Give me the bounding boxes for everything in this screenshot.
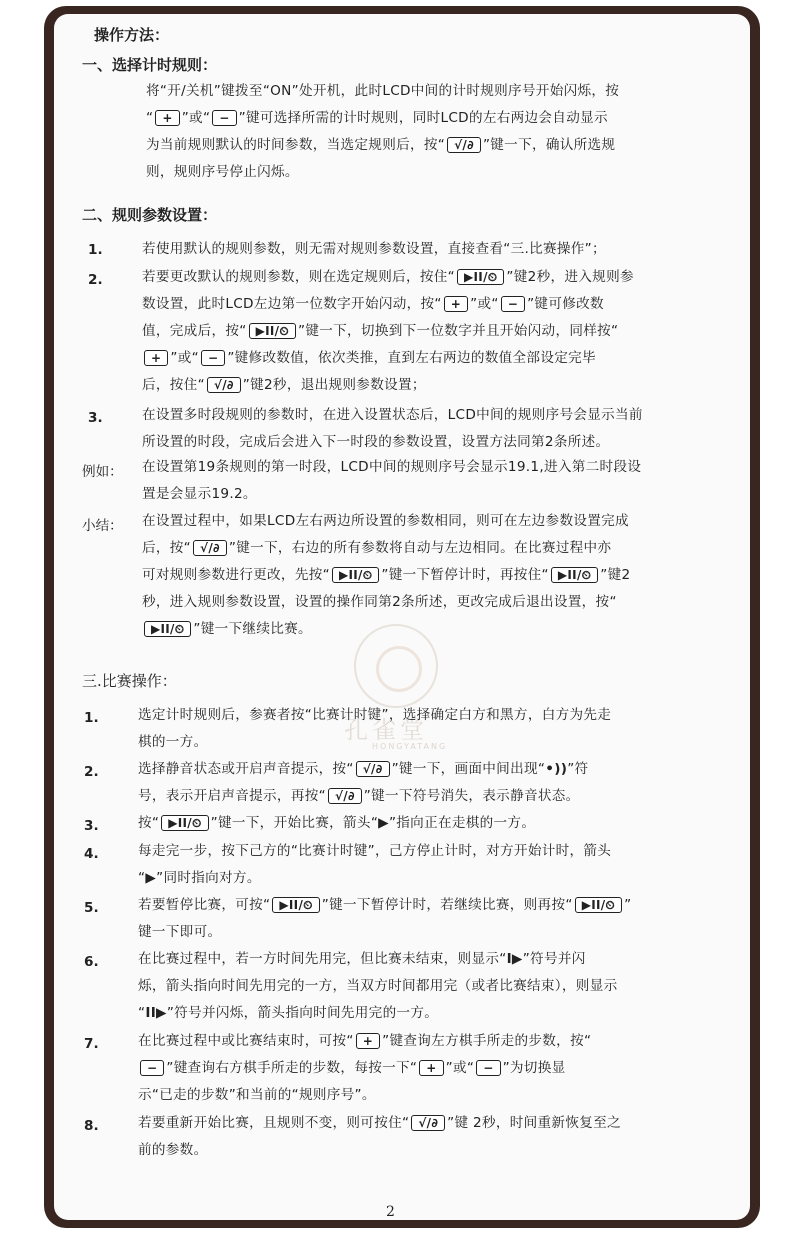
plus-key-icon: +	[356, 1033, 380, 1049]
summary-paragraph: 在设置过程中，如果LCD左右两边所设置的参数相同，则可在左边参数设置完成 后，按“ √/∂ ”键一下，右边的所有参数将自动与左边相同。在比赛过程中亦 可对规则参数进行更改，先按“ ▶II/⏲ ”键一下暂停计时，再按住“ ▶II/⏲ ”键2 秒，进入规则参数设置，设置的操作同第2条所述，更改完成后退出设置，按“ ▶II/⏲ ”键一下继续比赛。	[142, 513, 631, 637]
plus-key-icon: +	[155, 110, 179, 126]
page-title: 操作方法：	[94, 26, 170, 44]
confirm-key-icon: √/∂	[328, 788, 362, 804]
play-pause-key-icon: ▶II/⏲	[457, 269, 504, 285]
op-number: 8.	[84, 1118, 99, 1134]
op-item-5: 若要暂停比赛，可按“ ▶II/⏲ ”键一下暂停计时，若继续比赛，则再按“ ▶II/⏲ ” 键一下即可。	[138, 897, 632, 940]
page-number: 2	[386, 1204, 395, 1220]
intro-paragraph: 将“开/关机”键拨至“ON”处开机，此时LCD中间的计时规则序号开始闪烁，按 “ + ”或“ − ”键可选择所需的计时规则，同时LCD的左右两边会自动显示 为当前规则默认的时间参数，当选定规则后，按“ √/∂ ”键一下，确认所选规 则，规则序号停止闪烁。	[146, 83, 620, 180]
op-item-8: 若要重新开始比赛，且规则不变，则可按住“ √/∂ ”键 2秒，时间重新恢复至之 前的参数。	[138, 1115, 621, 1158]
play-pause-key-icon: ▶II/⏲	[272, 897, 319, 913]
plus-key-icon: +	[444, 296, 468, 312]
play-pause-key-icon: ▶II/⏲	[332, 567, 379, 583]
confirm-key-icon: √/∂	[356, 761, 390, 777]
confirm-key-icon: √/∂	[193, 540, 227, 556]
op-number: 2.	[84, 764, 99, 780]
op-number: 1.	[84, 710, 99, 726]
rule-number: 3.	[88, 410, 103, 426]
plus-key-icon: +	[419, 1060, 443, 1076]
op-item-4: 每走完一步，按下己方的“比赛计时键”，己方停止计时，对方开始计时，箭头 “▶”同时指向对方。	[138, 843, 612, 886]
document-page	[54, 14, 750, 1220]
play-pause-key-icon: ▶II/⏲	[575, 897, 622, 913]
watermark-text: 孔雀堂	[344, 716, 428, 744]
op-number: 3.	[84, 818, 99, 834]
op-number: 5.	[84, 900, 99, 916]
section-heading-1: 一、选择计时规则：	[82, 56, 218, 74]
rule-item-1: 若使用默认的规则参数，则无需对规则参数设置，直接查看“三.比赛操作”；	[142, 241, 606, 257]
op-number: 4.	[84, 846, 99, 862]
play-pause-key-icon: ▶II/⏲	[249, 323, 296, 339]
rule-item-3: 在设置多时段规则的参数时，在进入设置状态后，LCD中间的规则序号会显示当前 所设置的时段，完成后会进入下一时段的参数设置，设置方法同第2条所述。	[142, 407, 643, 450]
watermark-subtext: HONGYATANG	[372, 742, 448, 751]
op-number: 7.	[84, 1036, 99, 1052]
play-pause-key-icon: ▶II/⏲	[161, 815, 208, 831]
op-item-6: 在比赛过程中，若一方时间先用完，但比赛未结束，则显示“I▶”符号并闪 烁，箭头指向时间先用完的一方，当双方时间都用完（或者比赛结束），则显示 “II▶”符号并闪烁，箭头指向时间先用完的一方。	[138, 951, 618, 1021]
arrow-icon: ▶	[378, 815, 389, 831]
section-heading-3: 三.比赛操作：	[82, 672, 177, 690]
rule-number: 2.	[88, 272, 103, 288]
rule-item-2: 若要更改默认的规则参数，则在选定规则后，按住“ ▶II/⏲ ”键2秒，进入规则参 数设置，此时LCD左边第一位数字开始闪动，按“ + ”或“ − ”键可修改数 值，完成后，按“ ▶II/⏲ ”键一下，切换到下一位数字并且开始闪动，同样按“ + ”或“ − ”键修改数值，依次类推，直到左右两边的数值全部设定完毕 后，按住“ √/∂ ”键2秒，退出规则参数设置；	[142, 269, 634, 393]
example-label: 例如：	[82, 464, 123, 480]
op-item-2: 选择静音状态或开启声音提示，按“ √/∂ ”键一下，画面中间出现“•))”符 号，表示开启声音提示，再按“ √/∂ ”键一下符号消失，表示静音状态。	[138, 761, 589, 804]
confirm-key-icon: √/∂	[447, 137, 481, 153]
game-over-arrow-icon: II▶	[145, 1005, 167, 1021]
sound-icon: •))	[545, 761, 568, 777]
confirm-key-icon: √/∂	[411, 1115, 445, 1131]
minus-key-icon: −	[201, 350, 225, 366]
summary-label: 小结：	[82, 518, 123, 534]
minus-key-icon: −	[476, 1060, 500, 1076]
section-heading-2: 二、规则参数设置：	[82, 206, 218, 224]
op-item-7: 在比赛过程中或比赛结束时，可按“ + ”键查询左方棋手所走的步数，按“ − ”键查询右方棋手所走的步数，每按一下“ + ”或“ − ”为切换显 示“已走的步数”和当前的“规则序号”。	[138, 1033, 592, 1103]
play-pause-key-icon: ▶II/⏲	[144, 621, 191, 637]
op-item-3: 按“ ▶II/⏲ ”键一下，开始比赛，箭头“▶”指向正在走棋的一方。	[138, 815, 536, 831]
play-pause-key-icon: ▶II/⏲	[551, 567, 598, 583]
op-number: 6.	[84, 954, 99, 970]
watermark-logo-icon	[354, 624, 438, 708]
timeout-arrow-icon: I▶	[506, 951, 523, 967]
rule-number: 1.	[88, 242, 103, 258]
example-paragraph: 在设置第19条规则的第一时段，LCD中间的规则序号会显示19.1,进入第二时段设 置是会显示19.2。	[142, 459, 642, 502]
arrow-icon: ▶	[145, 870, 157, 886]
minus-key-icon: −	[501, 296, 525, 312]
minus-key-icon: −	[140, 1060, 164, 1076]
op-item-1: 选定计时规则后，参赛者按“比赛计时键”，选择确定白方和黑方，白方为先走 棋的一方。	[138, 707, 612, 750]
minus-key-icon: −	[212, 110, 236, 126]
plus-key-icon: +	[144, 350, 168, 366]
confirm-key-icon: √/∂	[207, 377, 241, 393]
